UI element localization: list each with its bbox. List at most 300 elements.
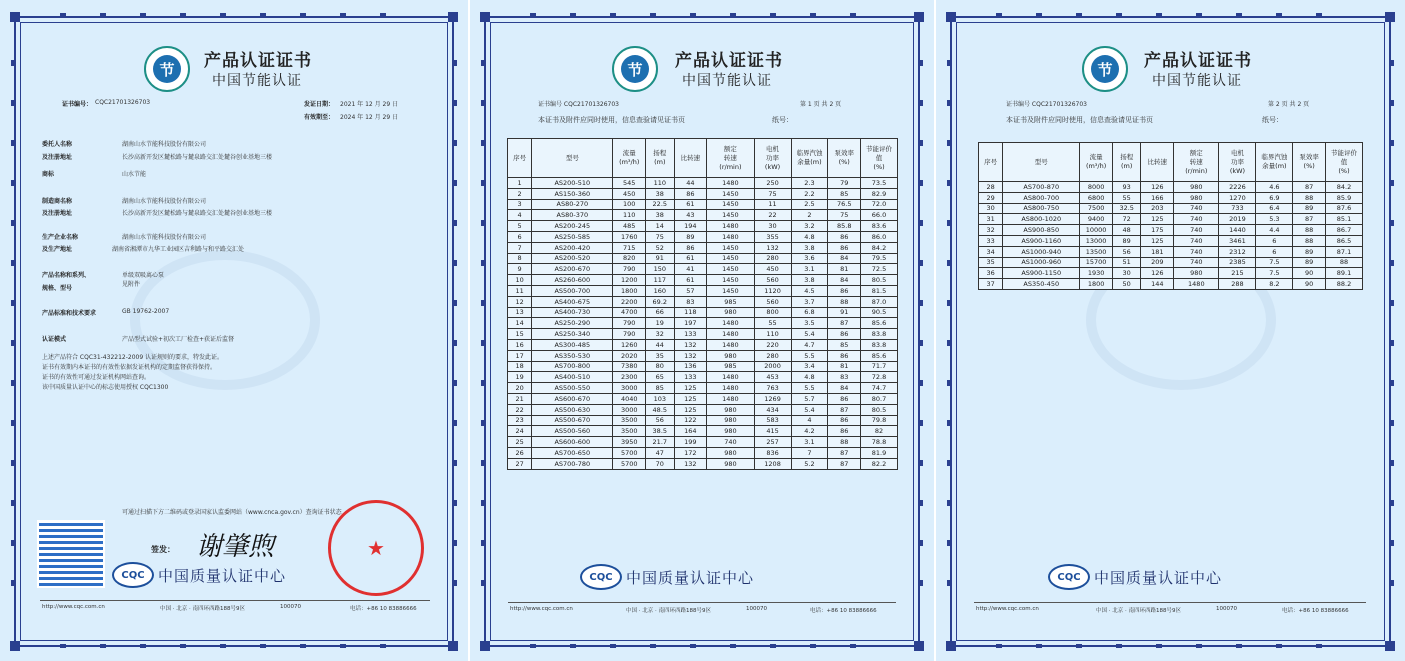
cert-no-text: 证书编号 CQC21701326703 xyxy=(1006,101,1088,108)
table-cell: 87.0 xyxy=(861,296,898,307)
certificate-title: 产品认证证书 xyxy=(675,51,783,71)
border-ornament xyxy=(380,644,386,648)
cert-no-label: 证书编号： xyxy=(62,101,93,108)
cert-no-text: 证书编号 CQC21701326703 xyxy=(538,101,620,108)
border-ornament xyxy=(770,644,776,648)
table-row xyxy=(508,307,898,318)
table-cell: 125 xyxy=(1141,214,1174,225)
border-ornament xyxy=(919,580,923,586)
table-cell: 24 xyxy=(508,426,532,437)
table-row xyxy=(979,257,1363,268)
table-cell: 81 xyxy=(828,264,861,275)
table-cell: 80.5 xyxy=(861,404,898,415)
org-name: 中国质量认证中心 xyxy=(158,566,287,585)
table-cell: 4.8 xyxy=(791,231,828,242)
certificate-subtitle: 中国节能认证 xyxy=(682,73,772,89)
border-ornament xyxy=(570,13,576,17)
table-cell: 125 xyxy=(674,404,707,415)
table-cell: 11 xyxy=(754,199,791,210)
table-cell: 763 xyxy=(754,383,791,394)
table-cell: 86.0 xyxy=(861,231,898,242)
table-row xyxy=(508,231,898,242)
table-cell: 33 xyxy=(979,235,1003,246)
field-value: 湖南山水节能科技股份有限公司 xyxy=(122,234,207,241)
border-ornament xyxy=(480,641,490,651)
col-header: 比转速 xyxy=(674,139,707,178)
footer-divider xyxy=(974,602,1366,603)
cqc-brand xyxy=(580,564,754,590)
border-ornament xyxy=(947,380,951,386)
table-cell: AS350-450 xyxy=(1003,279,1080,290)
border-ornament xyxy=(140,644,146,648)
border-ornament xyxy=(947,460,951,466)
field-label: 及注册地址 xyxy=(42,154,73,161)
table-cell: 203 xyxy=(1141,203,1174,214)
col-header: 型号 xyxy=(532,139,613,178)
border-ornament xyxy=(947,420,951,426)
border-ornament xyxy=(481,340,485,346)
col-header: 比转速 xyxy=(1141,143,1174,182)
table-cell: 86 xyxy=(828,350,861,361)
col-header: 节能评价 值 (%) xyxy=(861,139,898,178)
table-cell: 69.2 xyxy=(646,296,674,307)
border-ornament xyxy=(919,100,923,106)
table-cell: AS600-600 xyxy=(532,437,613,448)
table-cell: 1480 xyxy=(707,393,754,404)
border-ornament xyxy=(11,380,15,386)
table-cell: 89 xyxy=(1112,235,1140,246)
col-header: 流量 (m³/h) xyxy=(1080,143,1113,182)
table-cell: 32.5 xyxy=(1112,203,1140,214)
table-cell: 70 xyxy=(646,458,674,469)
border-ornament xyxy=(914,12,924,22)
table-cell: 3.1 xyxy=(791,437,828,448)
table-cell: 86 xyxy=(828,329,861,340)
table-cell: 79.5 xyxy=(861,253,898,264)
table-cell: 122 xyxy=(674,415,707,426)
table-cell: 36 xyxy=(979,268,1003,279)
border-ornament xyxy=(1076,13,1082,17)
table-cell: 5700 xyxy=(613,447,646,458)
org-name: 中国质量认证中心 xyxy=(1094,568,1223,587)
table-cell: 733 xyxy=(1219,203,1256,214)
border-ornament xyxy=(914,641,924,651)
border-ornament xyxy=(481,100,485,106)
table-cell: AS800-750 xyxy=(1003,203,1080,214)
table-cell: 86.7 xyxy=(1326,225,1363,236)
table-row xyxy=(508,210,898,221)
star-icon: ★ xyxy=(367,536,385,560)
border-ornament xyxy=(947,260,951,266)
table-cell: AS800-1020 xyxy=(1003,214,1080,225)
table-cell: 5 xyxy=(508,221,532,232)
border-ornament xyxy=(453,460,457,466)
table-row xyxy=(508,447,898,458)
footer-divider xyxy=(508,602,896,603)
table-cell: 125 xyxy=(1141,235,1174,246)
table-cell: 8000 xyxy=(1080,182,1113,193)
table-row xyxy=(979,246,1363,257)
table-cell: 453 xyxy=(754,372,791,383)
table-cell: 117 xyxy=(646,275,674,286)
border-ornament xyxy=(919,380,923,386)
notice-text: 本证书及附件应同时使用，信息查验请见证书页 xyxy=(538,116,685,124)
table-row xyxy=(508,221,898,232)
border-ornament xyxy=(60,13,66,17)
table-cell: 3.6 xyxy=(791,253,828,264)
border-ornament xyxy=(1390,340,1394,346)
table-cell: 34 xyxy=(979,246,1003,257)
field-value: 见附件 xyxy=(122,281,141,288)
table-cell: 1480 xyxy=(707,372,754,383)
border-ornament xyxy=(947,180,951,186)
border-ornament xyxy=(1316,13,1322,17)
table-cell: 181 xyxy=(1141,246,1174,257)
table-cell: 4040 xyxy=(613,393,646,404)
border-ornament xyxy=(481,60,485,66)
table-cell: 740 xyxy=(707,437,754,448)
table-cell: 87 xyxy=(828,404,861,415)
table-cell: 85 xyxy=(828,339,861,350)
table-cell: AS80-270 xyxy=(532,199,613,210)
table-cell: 19 xyxy=(646,318,674,329)
energy-saving-logo: 节 xyxy=(612,46,658,92)
border-ornament xyxy=(453,100,457,106)
table-cell: 288 xyxy=(1219,279,1256,290)
border-ornament xyxy=(1390,260,1394,266)
field-label: 及注册地址 xyxy=(42,210,73,217)
border-ornament xyxy=(919,420,923,426)
table-cell: 88 xyxy=(1293,225,1326,236)
table-cell: 86 xyxy=(828,426,861,437)
border-ornament xyxy=(1390,420,1394,426)
border-ornament xyxy=(1385,641,1395,651)
table-row xyxy=(979,182,1363,193)
table-cell: 215 xyxy=(1219,268,1256,279)
table-cell: 91 xyxy=(646,253,674,264)
table-cell: 103 xyxy=(646,393,674,404)
table-cell: 12 xyxy=(508,296,532,307)
sign-label: 签发： xyxy=(151,545,175,554)
table-cell: 85.6 xyxy=(861,350,898,361)
border-ornament xyxy=(448,12,458,22)
table-row xyxy=(979,192,1363,203)
table-cell: 18 xyxy=(508,361,532,372)
border-ornament xyxy=(481,220,485,226)
table-cell: 560 xyxy=(754,275,791,286)
border-ornament xyxy=(1390,60,1394,66)
table-cell: 220 xyxy=(754,339,791,350)
table-cell: 132 xyxy=(674,458,707,469)
table-cell: 1450 xyxy=(707,275,754,286)
border-ornament xyxy=(947,580,951,586)
table-cell: 52 xyxy=(646,242,674,253)
issue-date-value: 2021 年 12 月 29 日 xyxy=(340,101,399,108)
table-cell: 100 xyxy=(613,199,646,210)
table-cell: 2.5 xyxy=(791,199,828,210)
table-body xyxy=(508,178,898,470)
table-cell: 740 xyxy=(1174,257,1219,268)
border-ornament xyxy=(260,644,266,648)
table-cell: 78.8 xyxy=(861,437,898,448)
cqc-logo-icon: CQC xyxy=(112,562,154,588)
table-cell: 3000 xyxy=(613,383,646,394)
border-ornament xyxy=(481,140,485,146)
border-ornament xyxy=(481,540,485,546)
table-cell: 80.5 xyxy=(861,275,898,286)
border-ornament xyxy=(10,641,20,651)
table-cell: AS800-700 xyxy=(1003,192,1080,203)
table-cell: 66.0 xyxy=(861,210,898,221)
col-header: 流量 (m³/h) xyxy=(613,139,646,178)
border-ornament xyxy=(946,12,956,22)
table-cell: 3.4 xyxy=(791,361,828,372)
border-ornament xyxy=(947,500,951,506)
certificate-page-3 xyxy=(936,0,1405,661)
table-cell: 20 xyxy=(508,383,532,394)
border-ornament xyxy=(481,180,485,186)
signature: 谢肇煦 xyxy=(196,532,275,562)
col-header: 额定 转速 (r/min) xyxy=(707,139,754,178)
spec-table xyxy=(978,142,1363,290)
table-row xyxy=(979,203,1363,214)
table-cell: 30 xyxy=(754,221,791,232)
table-cell: 3461 xyxy=(1219,235,1256,246)
table-cell: AS200-670 xyxy=(532,264,613,275)
footer-web: http://www.cqc.com.cn xyxy=(976,606,1039,612)
field-value: 湖南山水节能科技股份有限公司 xyxy=(122,198,207,205)
table-cell: 15 xyxy=(508,329,532,340)
verify-text: 可通过扫描下方二维码或登录国家认监委网站（www.cnca.gov.cn）查询证书状态 xyxy=(122,509,342,516)
border-ornament xyxy=(919,220,923,226)
border-ornament xyxy=(946,641,956,651)
table-cell: 14 xyxy=(508,318,532,329)
certificate-title: 产品认证证书 xyxy=(204,51,312,71)
table-cell: 2019 xyxy=(1219,214,1256,225)
border-ornament xyxy=(530,13,536,17)
border-ornament xyxy=(481,300,485,306)
table-cell: 2.3 xyxy=(791,178,828,189)
table-row xyxy=(508,242,898,253)
table-cell: 85.1 xyxy=(1326,214,1363,225)
table-cell: 166 xyxy=(1141,192,1174,203)
table-cell: 485 xyxy=(613,221,646,232)
table-cell: AS500-670 xyxy=(532,415,613,426)
border-ornament xyxy=(730,644,736,648)
border-ornament xyxy=(1390,500,1394,506)
table-cell: 56 xyxy=(1112,246,1140,257)
table-cell: 75 xyxy=(754,188,791,199)
cqc-logo-icon: CQC xyxy=(580,564,622,590)
table-cell: 88 xyxy=(828,437,861,448)
footer-zip: 100070 xyxy=(280,604,301,610)
table-cell: 740 xyxy=(1174,235,1219,246)
table-cell: 450 xyxy=(613,188,646,199)
table-cell: 72.5 xyxy=(861,264,898,275)
table-cell: 9400 xyxy=(1080,214,1113,225)
table-cell: 86 xyxy=(828,242,861,253)
table-cell: 72.0 xyxy=(861,199,898,210)
cert-no-value: CQC21701326703 xyxy=(95,99,151,106)
table-cell: 85.8 xyxy=(828,221,861,232)
border-ornament xyxy=(300,13,306,17)
table-cell: 1480 xyxy=(707,329,754,340)
table-cell: 5.4 xyxy=(791,329,828,340)
table-cell: 35 xyxy=(979,257,1003,268)
table-cell: 71.7 xyxy=(861,361,898,372)
border-ornament xyxy=(481,460,485,466)
border-ornament xyxy=(850,644,856,648)
table-cell: 132 xyxy=(674,339,707,350)
border-ornament xyxy=(1390,220,1394,226)
table-cell: 3500 xyxy=(613,426,646,437)
border-ornament xyxy=(690,644,696,648)
table-row xyxy=(508,296,898,307)
table-cell: 980 xyxy=(707,307,754,318)
table-cell: AS1000-960 xyxy=(1003,257,1080,268)
table-cell: AS700-870 xyxy=(1003,182,1080,193)
page-no-label: 纸号： xyxy=(1262,116,1283,124)
table-cell: 836 xyxy=(754,447,791,458)
table-cell: 22 xyxy=(754,210,791,221)
table-cell: 79 xyxy=(828,178,861,189)
table-cell: 136 xyxy=(674,361,707,372)
table-cell: 89.1 xyxy=(1326,268,1363,279)
border-ornament xyxy=(947,100,951,106)
table-row xyxy=(508,199,898,210)
border-ornament xyxy=(919,60,923,66)
table-cell: 2 xyxy=(791,210,828,221)
table-cell: 85.9 xyxy=(1326,192,1363,203)
table-cell: 87 xyxy=(828,447,861,458)
table-row xyxy=(979,225,1363,236)
table-row xyxy=(508,404,898,415)
table-row xyxy=(508,285,898,296)
table-cell: 83 xyxy=(674,296,707,307)
table-cell: 7 xyxy=(791,447,828,458)
page-no-label: 纸号： xyxy=(772,116,793,124)
border-ornament xyxy=(220,13,226,17)
table-cell: 132 xyxy=(674,350,707,361)
table-cell: 4.4 xyxy=(1256,225,1293,236)
certificate-page-1 xyxy=(0,0,468,661)
table-cell: 87 xyxy=(828,458,861,469)
cqc-brand xyxy=(1048,564,1222,590)
table-row xyxy=(508,188,898,199)
table-cell: 89 xyxy=(674,231,707,242)
border-ornament xyxy=(919,180,923,186)
table-cell: 86 xyxy=(828,231,861,242)
table-cell: 48.5 xyxy=(646,404,674,415)
table-cell: AS200-520 xyxy=(532,253,613,264)
table-cell: 740 xyxy=(1174,225,1219,236)
table-cell: 51 xyxy=(1112,257,1140,268)
table-cell: 81.5 xyxy=(861,285,898,296)
border-ornament xyxy=(448,641,458,651)
table-cell: 32 xyxy=(979,225,1003,236)
cqc-logo-icon: CQC xyxy=(1048,564,1090,590)
table-row xyxy=(508,426,898,437)
table-cell: 13000 xyxy=(1080,235,1113,246)
border-ornament xyxy=(340,644,346,648)
table-cell: 5.2 xyxy=(791,458,828,469)
qr-code[interactable] xyxy=(37,520,105,588)
table-cell: 5.5 xyxy=(791,383,828,394)
field-label: 认证模式 xyxy=(42,336,67,343)
border-ornament xyxy=(730,13,736,17)
note-line: 证书有效期内本证书的有效性依据发证机构的定期监督获得保持。 xyxy=(42,364,217,371)
table-cell: 110 xyxy=(754,329,791,340)
table-cell: 48 xyxy=(1112,225,1140,236)
table-row xyxy=(979,279,1363,290)
table-cell: 133 xyxy=(674,329,707,340)
border-ornament xyxy=(996,13,1002,17)
table-cell: 3.8 xyxy=(791,275,828,286)
table-cell: 7.5 xyxy=(1256,268,1293,279)
table-cell: 55 xyxy=(754,318,791,329)
table-cell: 89 xyxy=(1293,257,1326,268)
table-cell: 985 xyxy=(707,361,754,372)
table-cell: AS400-675 xyxy=(532,296,613,307)
table-cell: 6 xyxy=(1256,235,1293,246)
table-cell: AS900-1160 xyxy=(1003,235,1080,246)
table-cell: 125 xyxy=(674,383,707,394)
table-cell: 110 xyxy=(646,178,674,189)
table-cell: 79.8 xyxy=(861,415,898,426)
table-cell: 3500 xyxy=(613,415,646,426)
notice-text: 本证书及附件应同时使用，信息查验请见证书页 xyxy=(1006,116,1153,124)
table-cell: AS900-850 xyxy=(1003,225,1080,236)
table-cell: 980 xyxy=(707,426,754,437)
border-ornament xyxy=(1390,140,1394,146)
border-ornament xyxy=(481,500,485,506)
border-ornament xyxy=(453,540,457,546)
field-label: 及生产地址 xyxy=(42,246,73,253)
table-cell: 740 xyxy=(1174,203,1219,214)
table-row xyxy=(508,393,898,404)
border-ornament xyxy=(570,644,576,648)
table-cell: 83.8 xyxy=(861,339,898,350)
border-ornament xyxy=(11,100,15,106)
table-cell: 35 xyxy=(646,350,674,361)
table-cell: 72.8 xyxy=(861,372,898,383)
table-cell: 820 xyxy=(613,253,646,264)
table-cell: 150 xyxy=(646,264,674,275)
table-row xyxy=(508,275,898,286)
footer-zip: 100070 xyxy=(1216,606,1237,612)
table-cell: 3.2 xyxy=(791,221,828,232)
table-cell: 1480 xyxy=(707,383,754,394)
table-cell: 118 xyxy=(674,307,707,318)
border-ornament xyxy=(919,540,923,546)
table-cell: 47 xyxy=(646,447,674,458)
table-cell: 83.6 xyxy=(861,221,898,232)
table-cell: 87.1 xyxy=(1326,246,1363,257)
border-ornament xyxy=(453,260,457,266)
border-ornament xyxy=(650,13,656,17)
certificate-subtitle: 中国节能认证 xyxy=(1152,73,1242,89)
field-label: 产品名称和系列、 xyxy=(42,272,91,279)
table-cell: 76.5 xyxy=(828,199,861,210)
table-cell: 17 xyxy=(508,350,532,361)
table-cell: 172 xyxy=(674,447,707,458)
table-cell: 1800 xyxy=(1080,279,1113,290)
table-cell: 6800 xyxy=(1080,192,1113,203)
border-ornament xyxy=(11,260,15,266)
border-ornament xyxy=(1390,580,1394,586)
table-cell: 88 xyxy=(828,296,861,307)
table-cell: 15700 xyxy=(1080,257,1113,268)
